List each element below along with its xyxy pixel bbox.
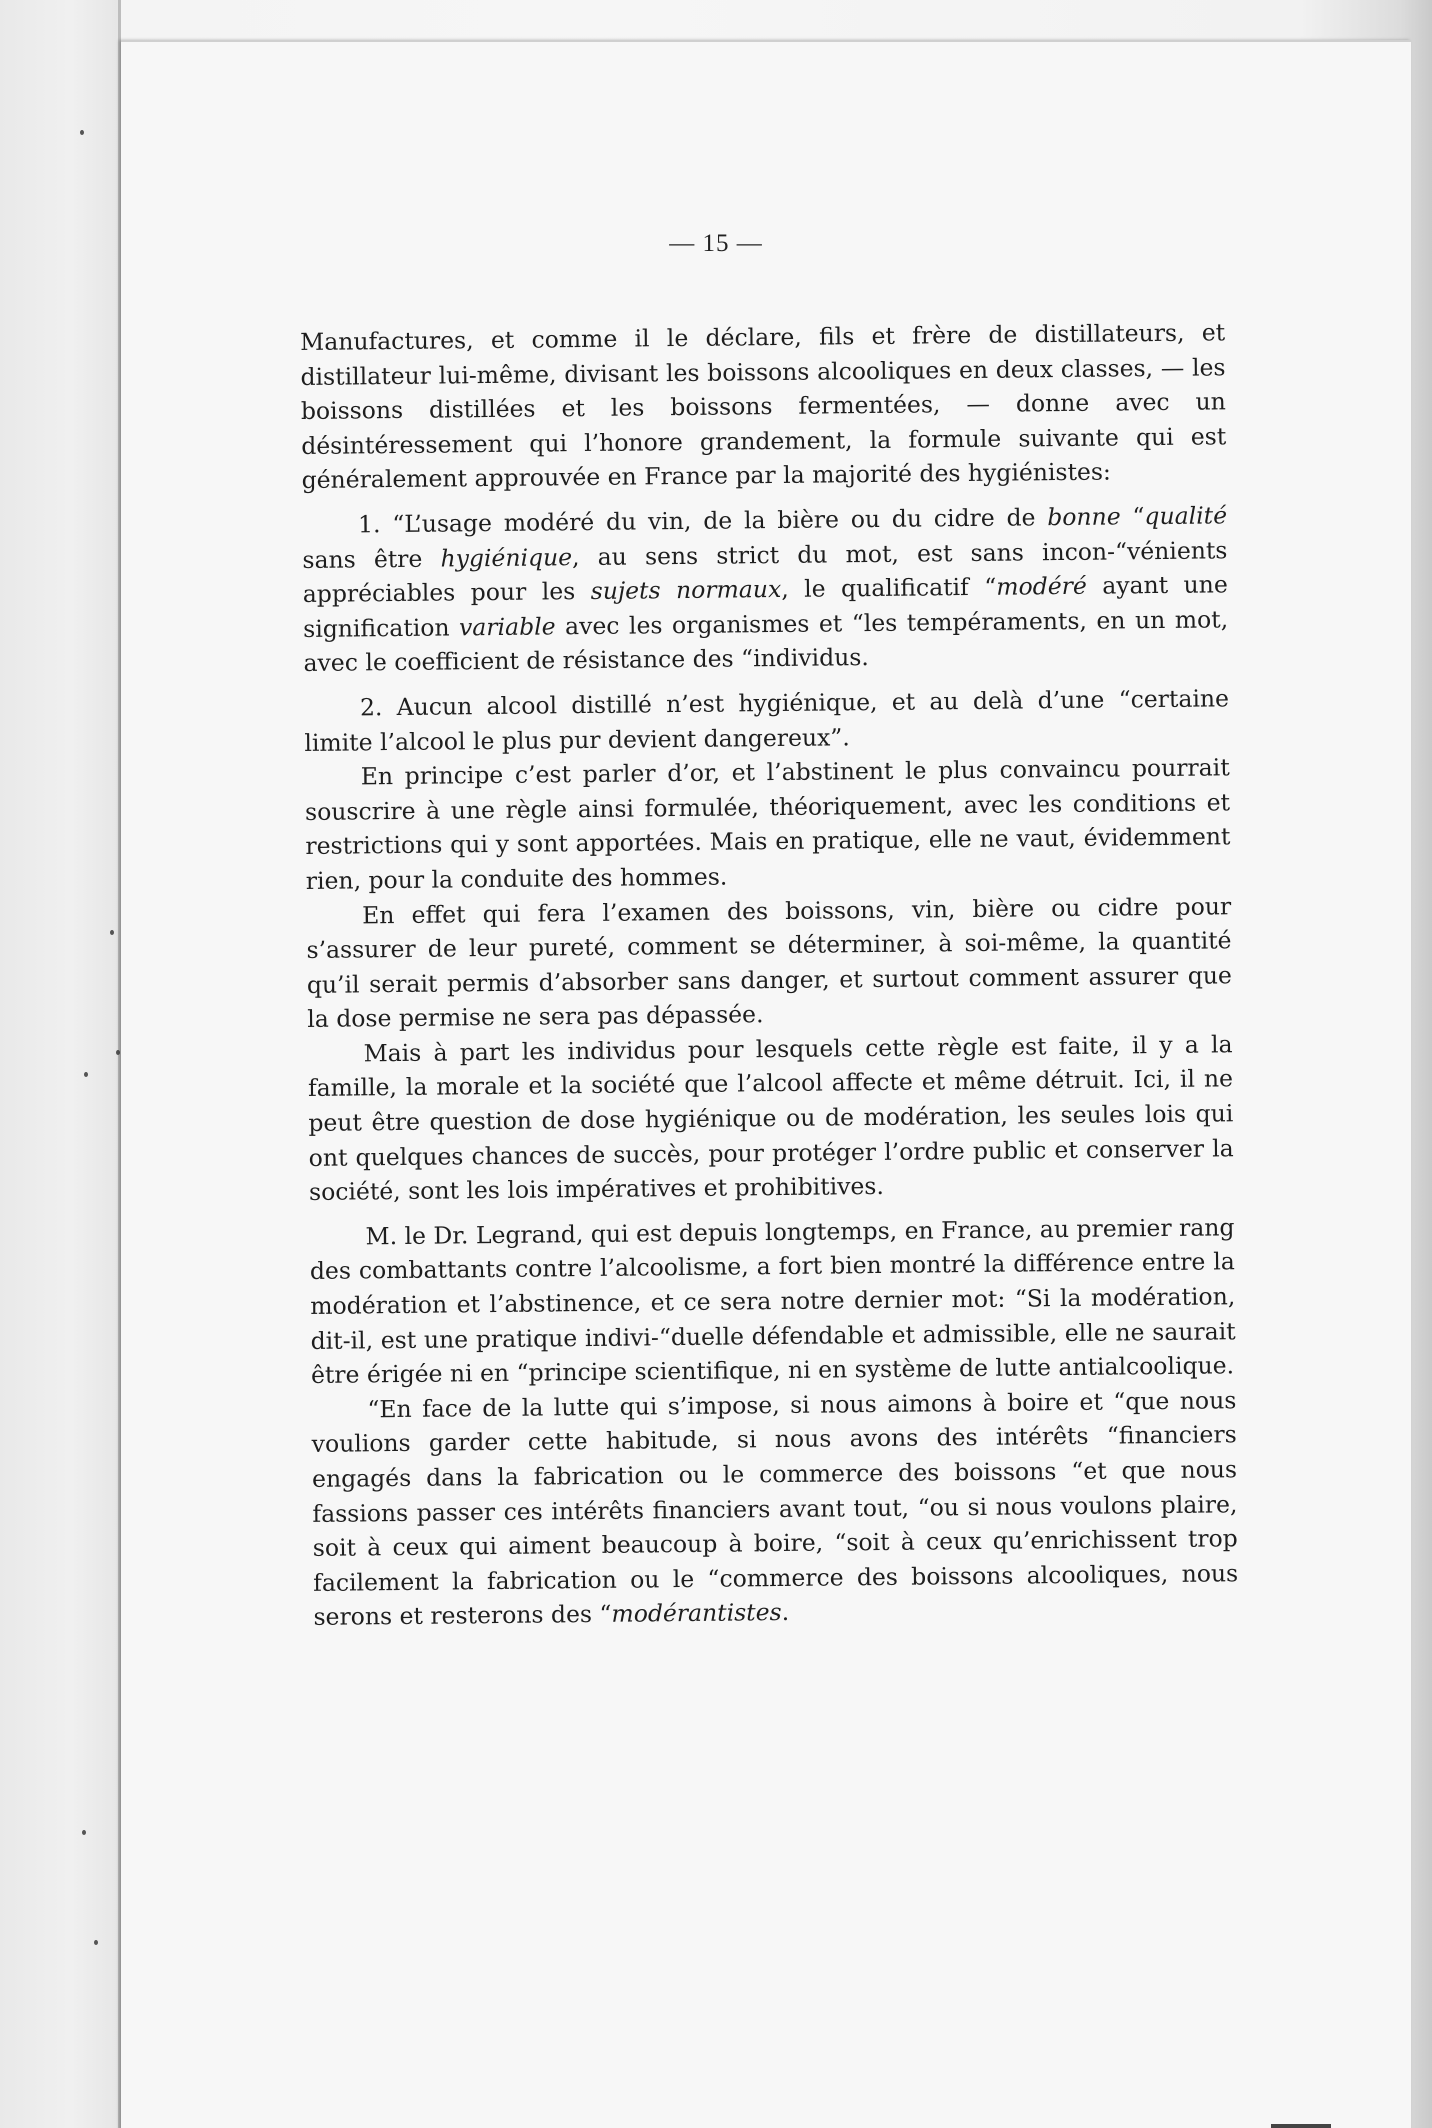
paragraph-point-1: 1. “L’usage modéré du vin, de la bière ou du cidre de bonne “qualité sans être hygiénique, au sens strict du mot, est sans incon-“vénients appréciables pour les sujets normaux, le qualificatif “modéré ayant une signification variable avec les organismes et “les tempéraments, en un mot, avec le coefficient de résistance des “individus. xyxy=(302,501,1229,678)
paragraph-legrand: M. le Dr. Legrand, qui est depuis longtemps, en France, au premier rang des combattants contre l’alcoolisme, a fort bien montré la différence entre la modération et l’abstinence, et ce sera notre dernier mot: “Si la modération, dit-il, est une pratique indivi-“duelle défendable et admissible, elle ne saurait être érigée ni en “principe scientifique, ni en système de lutte antialcoolique. xyxy=(309,1213,1236,1390)
paragraph-point-2: 2. Aucun alcool distillé n’est hygiénique, et au delà d’une “certaine limite l’alcool le plus pur devient dangereux”. xyxy=(304,684,1230,757)
dust-speck xyxy=(94,1940,98,1945)
dust-speck xyxy=(84,1072,88,1077)
body-text xyxy=(300,315,1239,1635)
dust-speck xyxy=(80,130,84,135)
dust-speck xyxy=(116,1050,120,1055)
page-number: — 15 — xyxy=(669,230,763,257)
paragraph-mais-a-part: Mais à part les individus pour lesquels cette règle est faite, il y a la famille, la morale et la société que l’alcool affecte et même détruit. Ici, il ne peut être question de dose hygiénique ou de modération, les seules lois qui ont quelques chances de succès, pour protéger l’ordre public et conserver la société, sont les lois impératives et prohibitives. xyxy=(307,1030,1234,1207)
paragraph-en-principe: En principe c’est parler d’or, et l’abstinent le plus convaincu pourrait souscrire à une règle ainsi formulée, théoriquement, avec les conditions et restrictions qui y sont apportées. Mais en pratique, elle ne vaut, évidemment rien, pour la conduite des hommes. xyxy=(304,753,1231,895)
scan-edge-mark xyxy=(1271,2124,1331,2128)
paragraph-en-effet: En effet qui fera l’examen des boissons, vin, bière ou cidre pour s’assurer de leur pureté, comment se déterminer, à soi-même, la quantité qu’il serait permis d’absorber sans danger, et surtout comment assurer que la dose permise ne sera pas dépassée. xyxy=(306,891,1233,1034)
paragraph-quote-en-face: “En face de la lutte qui s’impose, si nous aimons à boire et “que nous voulions garder cette habitude, si nous avons des intérêts “financiers engagés dans la fabrication ou le commerce des boissons “et que nous fassions passer ces intérêts financiers avant tout, “ou si nous voulons plaire, soit à ceux qui aiment beaucoup à boire, “soit à ceux qu’enrichissent trop facilement la fabrication ou le “commerce des boissons alcooliques, nous serons et resterons des “modérantistes. xyxy=(311,1386,1239,1632)
paragraph-manufactures: Manufactures, et comme il le déclare, fils et frère de distillateurs, et distillateur lui-même, divisant les boissons alcooliques en deux classes, — les boissons distillées et les boissons fermentées, — donne avec un désintéressement qui l’honore grandement, la formule suivante qui est généralement approuvée en France par la majorité des hygiénistes: xyxy=(300,318,1227,495)
dust-speck xyxy=(110,930,114,935)
dust-speck xyxy=(82,1830,86,1835)
previous-page-edge xyxy=(0,0,121,2128)
